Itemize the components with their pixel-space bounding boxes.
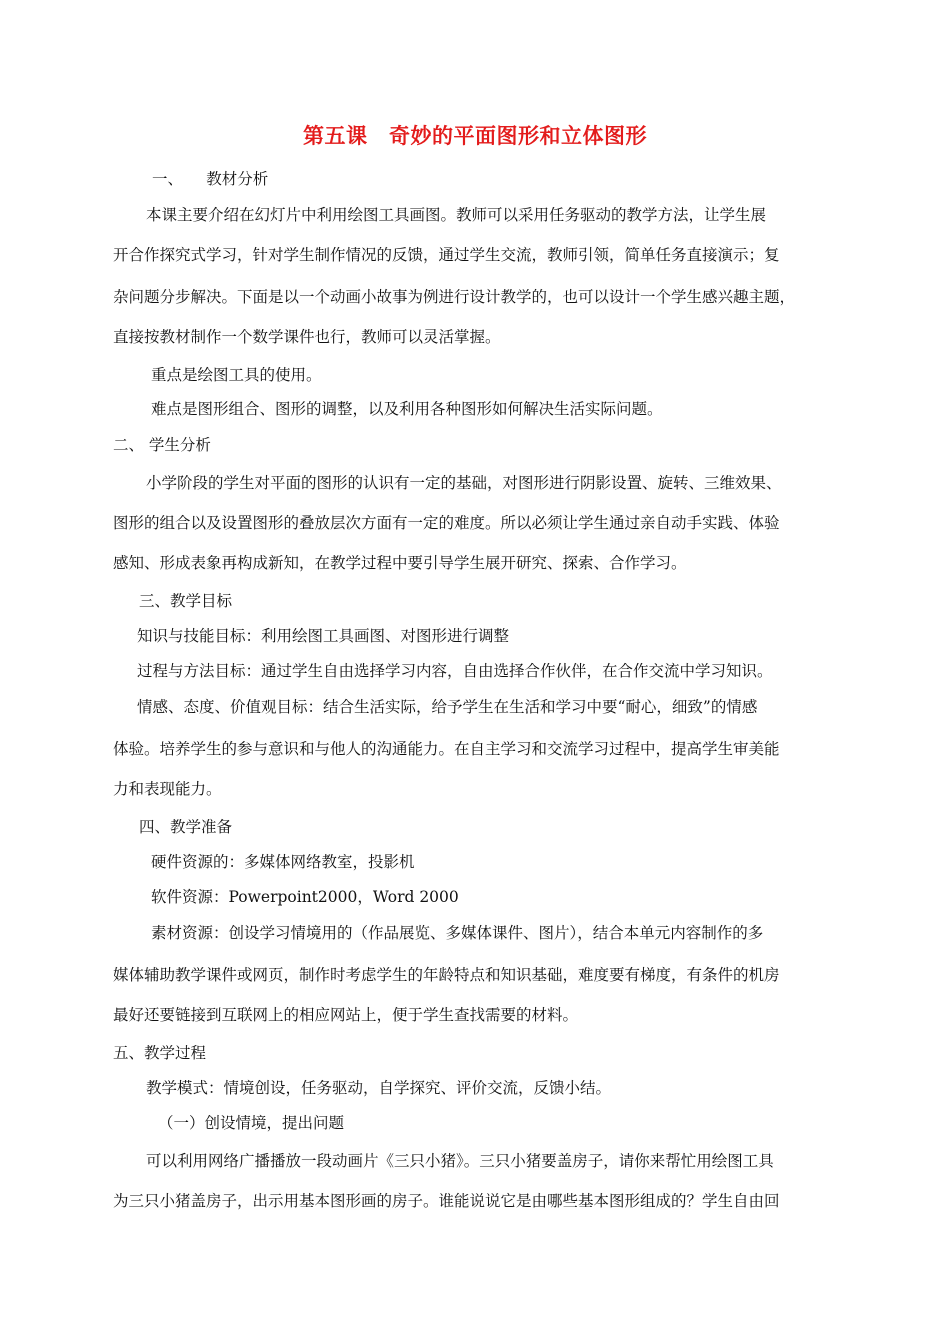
paragraph-line: 本课主要介绍在幻灯片中利用绘图工具画图。教师可以采用任务驱动的教学方法，让学生展: [146, 206, 767, 224]
heading-5-teaching-process: 五、教学过程: [113, 1044, 207, 1062]
paragraph-line: 感知、形成表象再构成新知，在教学过程中要引导学生展开研究、探索、合作学习。: [113, 554, 687, 572]
heading-2-student-analysis: 二、 学生分析: [113, 436, 211, 454]
subheading-create-scenario: （一）创设情境，提出问题: [158, 1114, 345, 1132]
heading-4-teaching-preparation: 四、教学准备: [139, 818, 233, 836]
heading-1-textbook-analysis: 一、 教材分析: [152, 170, 269, 188]
paragraph-line: 教学模式：情境创设，任务驱动，自学探究、评价交流，反馈小结。: [146, 1079, 612, 1097]
paragraph-line: 开合作探究式学习，针对学生制作情况的反馈，通过学生交流，教师引领，简单任务直接演示；复: [113, 246, 780, 264]
paragraph-line: 知识与技能目标：利用绘图工具画图、对图形进行调整: [137, 627, 510, 645]
paragraph-line: 素材资源：创设学习情境用的（作品展览、多媒体课件、图片），结合本单元内容制作的多: [151, 924, 764, 942]
paragraph-line: 媒体辅助教学课件或网页，制作时考虑学生的年龄特点和知识基础，难度要有梯度，有条件的机房: [113, 966, 780, 984]
paragraph-line: 小学阶段的学生对平面的图形的认识有一定的基础，对图形进行阴影设置、旋转、三维效果、: [146, 474, 782, 492]
paragraph-line: 杂问题分步解决。下面是以一个动画小故事为例进行设计教学的，也可以设计一个学生感兴趣主题，: [113, 288, 796, 306]
paragraph-line: 难点是图形组合、图形的调整，以及利用各种图形如何解决生活实际问题。: [151, 400, 663, 418]
paragraph-line: 硬件资源的：多媒体网络教室，投影机: [151, 853, 415, 871]
paragraph-line: 图形的组合以及设置图形的叠放层次方面有一定的难度。所以必须让学生通过亲自动手实践、体验: [113, 514, 780, 532]
paragraph-line: 过程与方法目标：通过学生自由选择学习内容，自由选择合作伙伴，在合作交流中学习知识。: [137, 662, 773, 680]
paragraph-line: 重点是绘图工具的使用。: [151, 366, 322, 384]
heading-3-teaching-goals: 三、教学目标: [139, 592, 233, 610]
paragraph-line: 为三只小猪盖房子，出示用基本图形画的房子。谁能说说它是由哪些基本图形组成的？学生自由回: [113, 1192, 780, 1210]
paragraph-line: 体验。培养学生的参与意识和与他人的沟通能力。在自主学习和交流学习过程中，提高学生审美能: [113, 740, 780, 758]
paragraph-line: 直接按教材制作一个数学课件也行，教师可以灵活掌握。: [113, 328, 501, 346]
paragraph-line: 力和表现能力。: [113, 780, 222, 798]
paragraph-line: 最好还要链接到互联网上的相应网站上，便于学生查找需要的材料。: [113, 1006, 579, 1024]
paragraph-line: 可以利用网络广播播放一段动画片《三只小猪》。三只小猪要盖房子，请你来帮忙用绘图工具: [146, 1152, 774, 1170]
paragraph-line: 软件资源：Powerpoint2000，Word 2000: [151, 888, 459, 906]
document-title: 第五课 奇妙的平面图形和立体图形: [303, 123, 647, 148]
paragraph-line: 情感、态度、价值观目标：结合生活实际，给予学生在生活和学习中要“耐心，细致”的情感: [137, 698, 758, 716]
